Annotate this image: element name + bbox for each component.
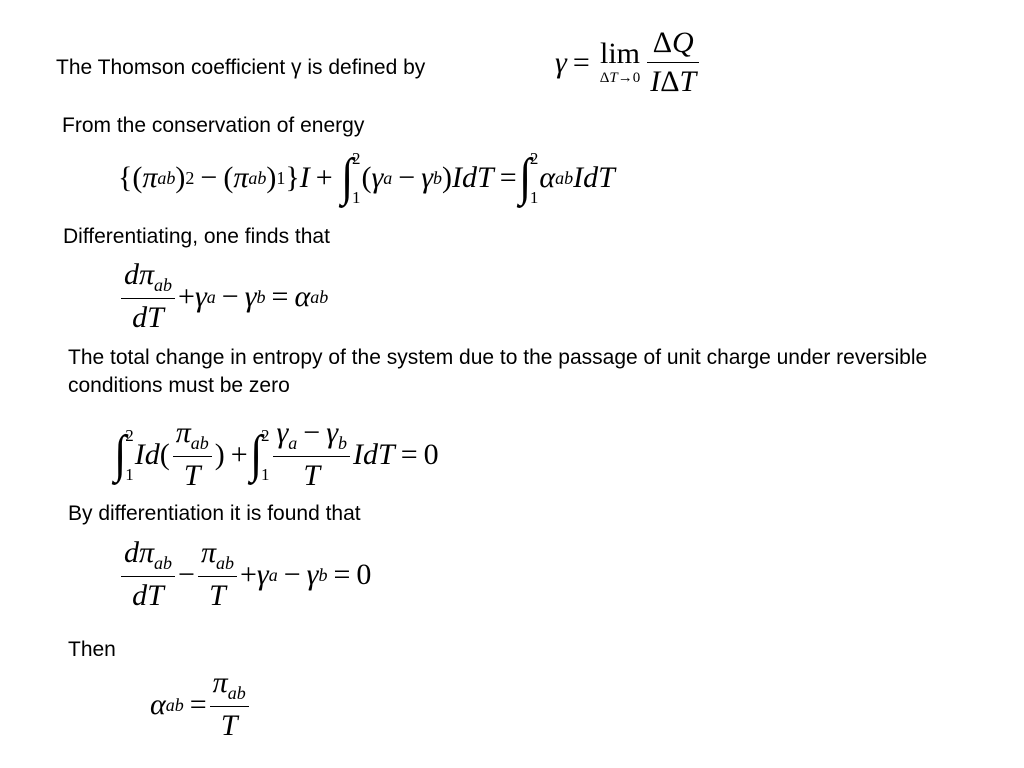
conservation-text: From the conservation of energy	[62, 114, 365, 137]
then-text: Then	[68, 638, 116, 661]
entropy-equation: ∫ 2 1 Id ( $\frac{\pi_{ab}}{T}$ ) + ∫ 2 1 $\frac{\gamma_a - \gamma_b}{T}$ IdT = 0	[114, 416, 439, 492]
thomson-coefficient-equation: γ = lim ΔT→0 $\frac{\Delta Q}{\text{IΔT}}$	[555, 28, 702, 97]
second-differential-equation: $\frac{d\pi_{ab}}{dT}$ − $\frac{\pi_{ab}}{T}$ + γ a − γ b = 0	[118, 538, 371, 611]
energy-conservation-equation: {( π ab ) 2 − ( π ab ) 1 } I + ∫ 2 1 ( γ a − γ b ) IdT = ∫ 2 1 α ab IdT	[118, 149, 615, 207]
intro-text: The Thomson coefficient γ is defined by	[56, 56, 426, 79]
by-differentiation-text: By differentiation it is found that	[68, 502, 361, 525]
differentiating-text: Differentiating, one finds that	[63, 225, 330, 248]
first-differential-equation: $\frac{d\pi_{ab}}{dT}$ + γ a − γ b = α ab	[118, 260, 328, 333]
entropy-text: The total change in entropy of the system due to the passage of unit charge under reversible conditions must be zero	[68, 346, 928, 397]
alpha-result-equation: α ab = $\frac{\pi_{ab}}{T}$	[150, 668, 252, 741]
